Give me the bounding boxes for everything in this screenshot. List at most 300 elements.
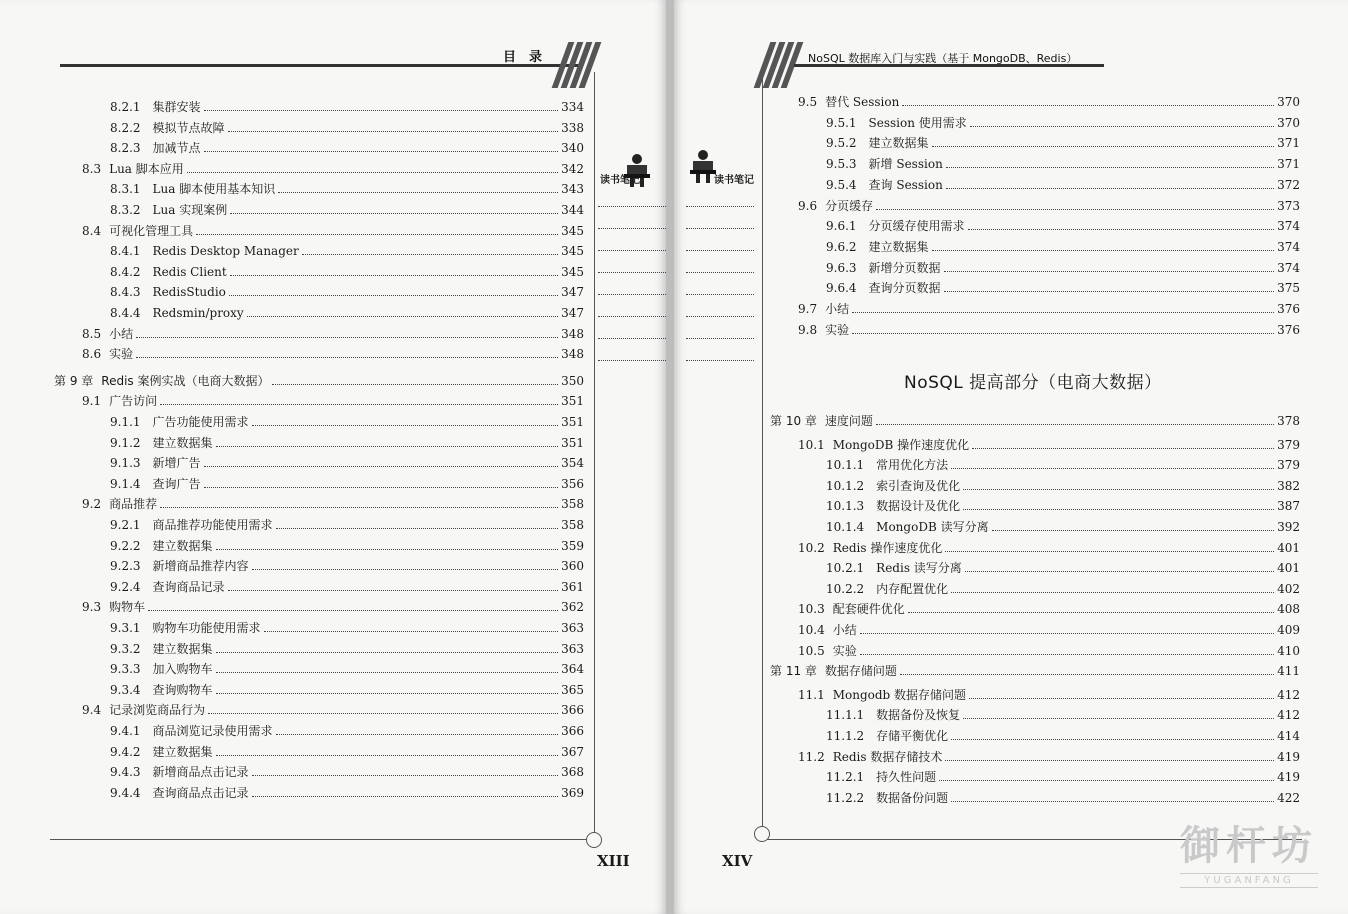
toc-leader-dots [276, 734, 559, 735]
toc-row[interactable] [110, 305, 584, 321]
right-notes [714, 168, 754, 187]
toc-page-number: 408 [1277, 602, 1300, 617]
toc-row[interactable] [826, 560, 1300, 576]
right-page [674, 0, 1348, 914]
note-line [598, 316, 666, 317]
toc-leader-dots [951, 801, 1274, 802]
toc-page-number: 401 [1277, 540, 1300, 555]
toc-number: 10.1.3 [826, 499, 865, 514]
toc-row[interactable] [110, 764, 584, 780]
toc-title: 实验 [109, 347, 134, 362]
right-header-title: NoSQL 数据库入门与实践（基于 MongoDB、Redis） [808, 52, 1078, 65]
toc-row[interactable] [110, 538, 584, 554]
toc-number: 11.2.1 [826, 770, 865, 785]
toc-number: 9.8 [798, 322, 818, 337]
toc-leader-dots [944, 271, 1275, 272]
toc-leader-dots [160, 404, 558, 405]
toc-page-number: 412 [1277, 708, 1300, 723]
toc-leader-dots [196, 234, 558, 235]
right-frame-corner [754, 826, 770, 842]
note-line [686, 294, 754, 295]
toc-title: 新增商品点击记录 [152, 765, 249, 780]
toc-row[interactable] [82, 223, 584, 239]
toc-leader-dots [216, 755, 559, 756]
toc-page-number: 379 [1277, 437, 1300, 452]
toc-number: 10.2 [798, 540, 825, 555]
toc-number: 9.1 [82, 394, 102, 409]
note-line [686, 360, 754, 361]
toc-page-number: 378 [1277, 414, 1300, 428]
toc-leader-dots [208, 713, 558, 714]
toc-leader-dots [148, 610, 558, 611]
toc-page-number: 363 [561, 641, 584, 656]
toc-title: 模拟节点故障 [152, 120, 225, 135]
toc-number: 11.1.1 [826, 708, 865, 723]
toc-title: Redis 数据存储技术 [832, 749, 943, 764]
toc-number: 第 10 章 [770, 414, 817, 428]
toc-title: 速度问题 [824, 414, 873, 428]
toc-page-number: 345 [561, 244, 584, 259]
note-line [686, 206, 754, 207]
toc-number: 9.4.1 [110, 724, 141, 738]
watermark [1180, 814, 1318, 888]
toc-number: 11.2.2 [826, 790, 865, 805]
toc-row[interactable] [110, 661, 584, 677]
toc-number: 9.5.1 [826, 115, 857, 130]
toc-row[interactable] [826, 177, 1300, 193]
toc-leader-dots [230, 275, 558, 276]
toc-title: 查询广告 [152, 476, 201, 491]
toc-page-number: 371 [1277, 136, 1300, 151]
toc-leader-dots [136, 357, 558, 358]
note-line [686, 272, 754, 273]
toc-row[interactable] [798, 198, 1300, 214]
toc-row[interactable] [110, 264, 584, 280]
toc-page-number: 348 [561, 326, 584, 341]
toc-leader-dots [860, 633, 1274, 634]
toc-title: 新增广告 [152, 456, 201, 471]
toc-page-number: 379 [1277, 458, 1300, 473]
toc-row[interactable] [82, 496, 584, 512]
toc-leader-dots [900, 674, 1274, 675]
toc-row[interactable] [110, 284, 584, 300]
toc-number: 8.4.4 [110, 306, 141, 320]
toc-leader-dots [228, 590, 559, 591]
toc-title: 小结 [109, 326, 134, 341]
toc-title: 小结 [832, 623, 857, 637]
toc-title: 持久性问题 [876, 770, 937, 785]
toc-leader-dots [852, 333, 1274, 334]
toc-leader-dots [876, 424, 1274, 425]
toc-row[interactable] [798, 622, 1300, 638]
toc-number: 10.1.4 [826, 520, 865, 534]
toc-leader-dots [216, 652, 559, 653]
toc-number: 8.2.3 [110, 141, 141, 156]
book-gutter [666, 0, 674, 914]
toc-number: 11.1.2 [826, 729, 865, 743]
toc-title: 配套硬件优化 [832, 602, 905, 617]
toc-number: 9.4.4 [110, 785, 141, 800]
toc-title: 集群安装 [152, 100, 201, 114]
toc-leader-dots [968, 229, 1275, 230]
toc-page-number: 358 [561, 497, 584, 512]
right-header [794, 40, 1104, 70]
toc-row[interactable] [110, 181, 584, 197]
toc-page-number: 348 [561, 347, 584, 362]
toc-page-number: 359 [561, 538, 584, 553]
toc-leader-dots [944, 291, 1275, 292]
toc-row[interactable] [82, 393, 584, 409]
toc-page-number: 419 [1277, 770, 1300, 785]
toc-row[interactable] [798, 749, 1300, 765]
toc-leader-dots [272, 384, 558, 385]
toc-row[interactable] [110, 785, 584, 801]
toc-title: 常用优化方法 [876, 458, 949, 473]
toc-title: 索引查询及优化 [876, 478, 961, 493]
toc-leader-dots [946, 167, 1274, 168]
toc-row[interactable] [110, 120, 584, 136]
toc-row[interactable] [82, 346, 584, 362]
toc-row[interactable] [110, 414, 584, 430]
toc-title: 数据备份问题 [876, 790, 949, 805]
toc-row[interactable] [110, 243, 584, 259]
toc-page-number: 370 [1277, 95, 1300, 109]
toc-page-number: 411 [1277, 664, 1300, 679]
toc-number: 9.6.1 [826, 219, 857, 234]
toc-number: 8.5 [82, 326, 102, 341]
toc-page-number: 374 [1277, 239, 1300, 254]
toc-page-number: 351 [561, 394, 584, 409]
toc-title: Redsmin/proxy [152, 306, 244, 320]
toc-leader-dots [228, 131, 559, 132]
toc-leader-dots [951, 592, 1274, 593]
toc-number: 10.1.1 [826, 458, 865, 473]
toc-number: 9.5.3 [826, 157, 857, 172]
toc-number: 8.3.1 [110, 182, 141, 197]
toc-row[interactable] [110, 620, 584, 636]
toc-title: 建立数据集 [152, 744, 213, 759]
toc-number: 9.5.4 [826, 177, 857, 192]
toc-page-number: 370 [1277, 115, 1300, 130]
toc-page-number: 422 [1277, 790, 1300, 805]
note-line [686, 316, 754, 317]
toc-row[interactable] [798, 601, 1300, 617]
toc-page-number: 350 [561, 373, 584, 388]
toc-leader-dots [160, 507, 558, 508]
note-line [598, 294, 666, 295]
toc-leader-dots [302, 254, 558, 255]
toc-page-number: 369 [561, 785, 584, 800]
toc-row[interactable] [826, 156, 1300, 172]
toc-title: Lua 脚本使用基本知识 [152, 182, 276, 197]
toc-page-number: 342 [561, 161, 584, 176]
toc-title: 查询分页数据 [868, 281, 941, 296]
toc-page-number: 363 [561, 621, 584, 635]
toc-page-number: 358 [561, 518, 584, 532]
toc-title: 新增分页数据 [868, 260, 941, 275]
toc-row[interactable] [110, 517, 584, 533]
toc-leader-dots [992, 530, 1275, 531]
toc-title: 广告访问 [109, 394, 158, 409]
note-line [598, 272, 666, 273]
toc-leader-dots [252, 569, 559, 570]
toc-row[interactable] [826, 135, 1300, 151]
toc-number: 8.3.2 [110, 203, 141, 217]
toc-row[interactable] [798, 437, 1300, 453]
toc-title: 商品浏览记录使用需求 [152, 724, 273, 738]
toc-number: 9.7 [798, 302, 818, 316]
toc-row[interactable] [110, 140, 584, 156]
toc-row[interactable] [110, 476, 584, 492]
toc-leader-dots [247, 316, 558, 317]
toc-number: 9.4.2 [110, 744, 141, 759]
toc-title: Redis 案例实战（电商大数据） [101, 373, 270, 388]
toc-page-number: 392 [1277, 520, 1300, 534]
toc-page-number: 410 [1277, 643, 1300, 658]
toc-title: 新增商品推荐内容 [152, 559, 249, 574]
toc-leader-dots [216, 549, 559, 550]
toc-row[interactable] [798, 643, 1300, 659]
toc-title: 购物车功能使用需求 [152, 621, 261, 635]
toc-page-number: 361 [561, 579, 584, 594]
toc-leader-dots [939, 780, 1274, 781]
toc-title: 数据备份及恢复 [876, 708, 961, 723]
toc-number: 9.4.3 [110, 765, 141, 780]
toc-row[interactable] [110, 682, 584, 698]
toc-number: 9.6.2 [826, 239, 857, 254]
left-frame-corner [586, 832, 602, 848]
toc-title: 查询商品记录 [152, 579, 225, 594]
toc-page-number: 412 [1277, 687, 1300, 702]
toc-page-number: 343 [561, 182, 584, 197]
toc-leader-dots [908, 612, 1274, 613]
toc-page-number: 360 [561, 559, 584, 574]
toc-number: 第 11 章 [770, 664, 817, 679]
watermark-main: 御杆坊 [1180, 822, 1318, 869]
toc-page-number: 409 [1277, 623, 1300, 637]
toc-page-number: 373 [1277, 198, 1300, 213]
toc-chapter-row[interactable] [770, 663, 1300, 679]
toc-row[interactable] [798, 301, 1300, 317]
toc-title: 记录浏览商品行为 [109, 703, 206, 718]
toc-title: 加减节点 [152, 141, 201, 156]
toc-row[interactable] [110, 455, 584, 471]
toc-row[interactable] [82, 326, 584, 342]
toc-row[interactable] [82, 702, 584, 718]
toc-leader-dots [963, 718, 1274, 719]
toc-row[interactable] [110, 558, 584, 574]
toc-row[interactable] [82, 161, 584, 177]
toc-number: 9.2.1 [110, 518, 141, 532]
toc-page-number: 376 [1277, 322, 1300, 337]
toc-number: 10.2.1 [826, 561, 865, 576]
left-page [0, 0, 666, 914]
toc-row[interactable] [798, 687, 1300, 703]
toc-page-number: 376 [1277, 302, 1300, 316]
toc-row[interactable] [110, 723, 584, 739]
toc-number: 9.2.3 [110, 559, 141, 574]
toc-page-number: 344 [561, 203, 584, 217]
note-line [598, 228, 666, 229]
note-line [598, 338, 666, 339]
toc-page-number: 364 [561, 662, 584, 677]
toc-page-number: 374 [1277, 260, 1300, 275]
toc-leader-dots [229, 295, 558, 296]
toc-row[interactable] [826, 115, 1300, 131]
toc-title: 购物车 [109, 600, 146, 615]
toc-row[interactable] [826, 260, 1300, 276]
toc-row[interactable] [110, 744, 584, 760]
toc-leader-dots [216, 672, 559, 673]
toc-number: 9.2.4 [110, 579, 141, 594]
toc-row[interactable] [110, 641, 584, 657]
toc-leader-dots [932, 146, 1275, 147]
toc-row[interactable] [826, 707, 1300, 723]
toc-row[interactable] [798, 94, 1300, 110]
toc-row[interactable] [110, 435, 584, 451]
toc-title: 存储平衡优化 [876, 729, 949, 743]
right-notes-label: 读书笔记 [714, 175, 754, 186]
toc-page-number: 372 [1277, 177, 1300, 192]
toc-row[interactable] [798, 540, 1300, 556]
toc-number: 8.6 [82, 347, 102, 362]
toc-row[interactable] [826, 519, 1300, 535]
toc-title: 建立数据集 [152, 641, 213, 656]
toc-row[interactable] [826, 498, 1300, 514]
toc-number: 8.4.3 [110, 285, 141, 300]
toc-title: 可视化管理工具 [109, 223, 194, 238]
toc-page-number: 371 [1277, 157, 1300, 172]
toc-page-number: 375 [1277, 281, 1300, 296]
toc-page-number: 347 [561, 285, 584, 300]
toc-title: 加入购物车 [152, 662, 213, 677]
toc-page-number: 345 [561, 223, 584, 238]
toc-leader-dots [187, 172, 558, 173]
toc-leader-dots [216, 446, 559, 447]
toc-chapter-row[interactable] [770, 413, 1300, 429]
toc-page-number: 419 [1277, 749, 1300, 764]
toc-number: 9.5.2 [826, 136, 857, 151]
toc-row[interactable] [826, 457, 1300, 473]
note-line [598, 250, 666, 251]
toc-page-number: 367 [561, 744, 584, 759]
toc-page-number: 401 [1277, 561, 1300, 576]
toc-leader-dots [278, 192, 558, 193]
toc-number: 10.1.2 [826, 478, 865, 493]
toc-title: Session 使用需求 [868, 115, 967, 130]
toc-number: 10.3 [798, 602, 825, 617]
toc-number: 9.2.2 [110, 538, 141, 553]
toc-number: 9.3 [82, 600, 102, 615]
toc-number: 9.5 [798, 95, 818, 109]
toc-chapter-row[interactable] [54, 373, 584, 389]
toc-leader-dots [951, 468, 1274, 469]
toc-title: 分页缓存使用需求 [868, 219, 965, 234]
toc-row[interactable] [826, 769, 1300, 785]
toc-page-number: 362 [561, 600, 584, 615]
toc-title: 查询购物车 [152, 682, 213, 697]
toc-number: 9.6.3 [826, 260, 857, 275]
note-line [598, 360, 666, 361]
toc-row[interactable] [110, 579, 584, 595]
toc-title: 广告功能使用需求 [152, 415, 249, 429]
toc-page-number: 334 [561, 100, 584, 114]
toc-title: 小结 [825, 302, 850, 316]
toc-row[interactable] [82, 599, 584, 615]
toc-title: 数据存储问题 [824, 664, 897, 679]
toc-leader-dots [204, 151, 559, 152]
toc-page-number: 338 [561, 120, 584, 135]
toc-row[interactable] [798, 322, 1300, 338]
left-header-title: 目 录 [502, 50, 542, 65]
toc-row[interactable] [826, 280, 1300, 296]
toc-number: 9.3.2 [110, 641, 141, 656]
toc-title: Redis 读写分离 [876, 561, 962, 576]
toc-leader-dots [276, 528, 559, 529]
toc-page-number: 387 [1277, 499, 1300, 514]
toc-page-number: 365 [561, 682, 584, 697]
toc-page-number: 414 [1277, 729, 1300, 743]
toc-row[interactable] [826, 728, 1300, 744]
toc-title: 建立数据集 [152, 538, 213, 553]
toc-title: 数据设计及优化 [876, 499, 961, 514]
toc-page-number: 347 [561, 306, 584, 320]
toc-row[interactable] [110, 99, 584, 115]
toc-page-number: 402 [1277, 581, 1300, 596]
right-folio: XIV [722, 852, 753, 870]
toc-number: 9.1.1 [110, 415, 141, 429]
toc-leader-dots [951, 739, 1274, 740]
toc-leader-dots [972, 448, 1274, 449]
toc-row[interactable] [110, 202, 584, 218]
toc-leader-dots [264, 631, 559, 632]
toc-title: Redis Client [152, 264, 227, 279]
toc-number: 10.2.2 [826, 581, 865, 596]
toc-leader-dots [252, 425, 559, 426]
toc-number: 9.2 [82, 497, 102, 512]
toc-number: 9.4 [82, 703, 102, 718]
toc-number: 9.6.4 [826, 281, 857, 296]
toc-leader-dots [902, 105, 1274, 106]
toc-page-number: 368 [561, 765, 584, 780]
toc-number: 10.5 [798, 643, 825, 658]
toc-leader-dots [946, 188, 1274, 189]
toc-page-number: 351 [561, 415, 584, 429]
toc-row[interactable] [826, 239, 1300, 255]
toc-page-number: 374 [1277, 219, 1300, 234]
toc-page-number: 382 [1277, 478, 1300, 493]
toc-number: 9.1.4 [110, 476, 141, 491]
toc-title: 建立数据集 [152, 435, 213, 450]
toc-title: MongoDB 操作速度优化 [832, 437, 970, 452]
left-folio: XIII [597, 852, 630, 870]
toc-leader-dots [945, 551, 1274, 552]
toc-leader-dots [932, 250, 1275, 251]
note-line [598, 206, 666, 207]
toc-leader-dots [963, 509, 1274, 510]
toc-title: 查询 Session [868, 177, 943, 192]
left-notes-label: 读书笔记 [600, 175, 640, 186]
toc-leader-dots [252, 796, 559, 797]
toc-row[interactable] [826, 478, 1300, 494]
toc-leader-dots [216, 693, 559, 694]
toc-page-number: 366 [561, 724, 584, 738]
toc-row[interactable] [826, 581, 1300, 597]
toc-row[interactable] [826, 218, 1300, 234]
toc-title: 查询商品点击记录 [152, 785, 249, 800]
toc-row[interactable] [826, 790, 1300, 806]
toc-page-number: 356 [561, 476, 584, 491]
